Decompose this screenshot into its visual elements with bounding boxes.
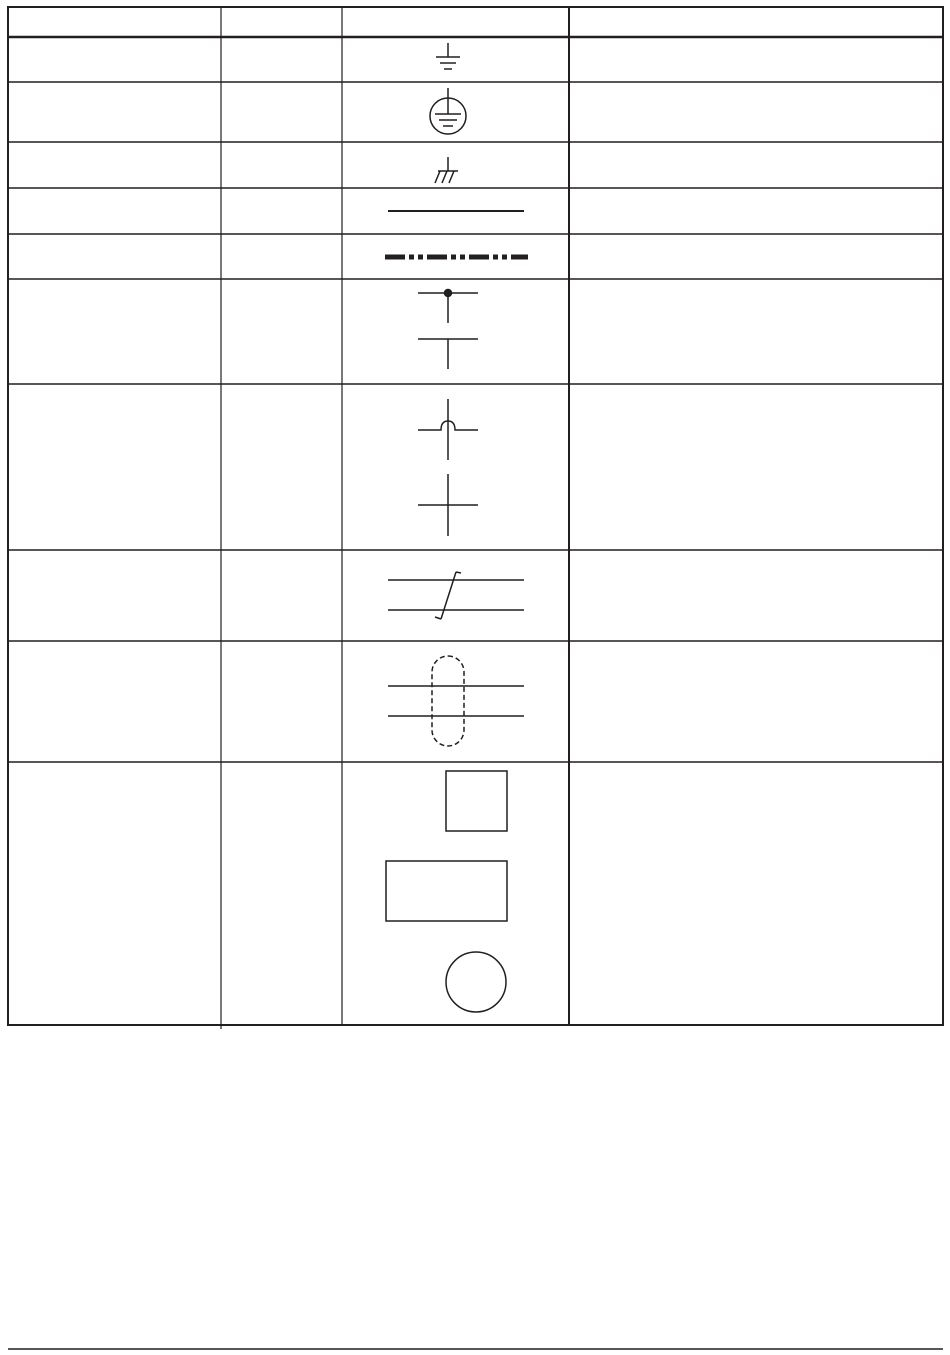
table-row bbox=[8, 82, 221, 142]
table-row bbox=[8, 384, 221, 550]
table-row bbox=[8, 762, 221, 1025]
table-row bbox=[8, 142, 221, 188]
twisted-pair-icon bbox=[388, 572, 524, 619]
shielded-pair-icon bbox=[388, 656, 524, 746]
header-col-2 bbox=[221, 7, 342, 37]
junction-icon bbox=[418, 290, 478, 370]
protective-earth-icon bbox=[430, 88, 466, 134]
header-col-3 bbox=[342, 7, 569, 37]
crossing-icon bbox=[418, 399, 478, 536]
table-row bbox=[8, 550, 221, 641]
component-outline-icon bbox=[386, 771, 507, 1012]
table-row bbox=[8, 37, 221, 82]
table-row bbox=[8, 641, 221, 762]
table-row bbox=[8, 188, 221, 234]
table-row bbox=[8, 279, 221, 384]
header-col-4 bbox=[569, 7, 943, 37]
earth-ground-icon bbox=[436, 43, 460, 69]
header-col-1 bbox=[8, 7, 221, 37]
chassis-ground-icon bbox=[435, 157, 458, 183]
table-row bbox=[8, 234, 221, 279]
